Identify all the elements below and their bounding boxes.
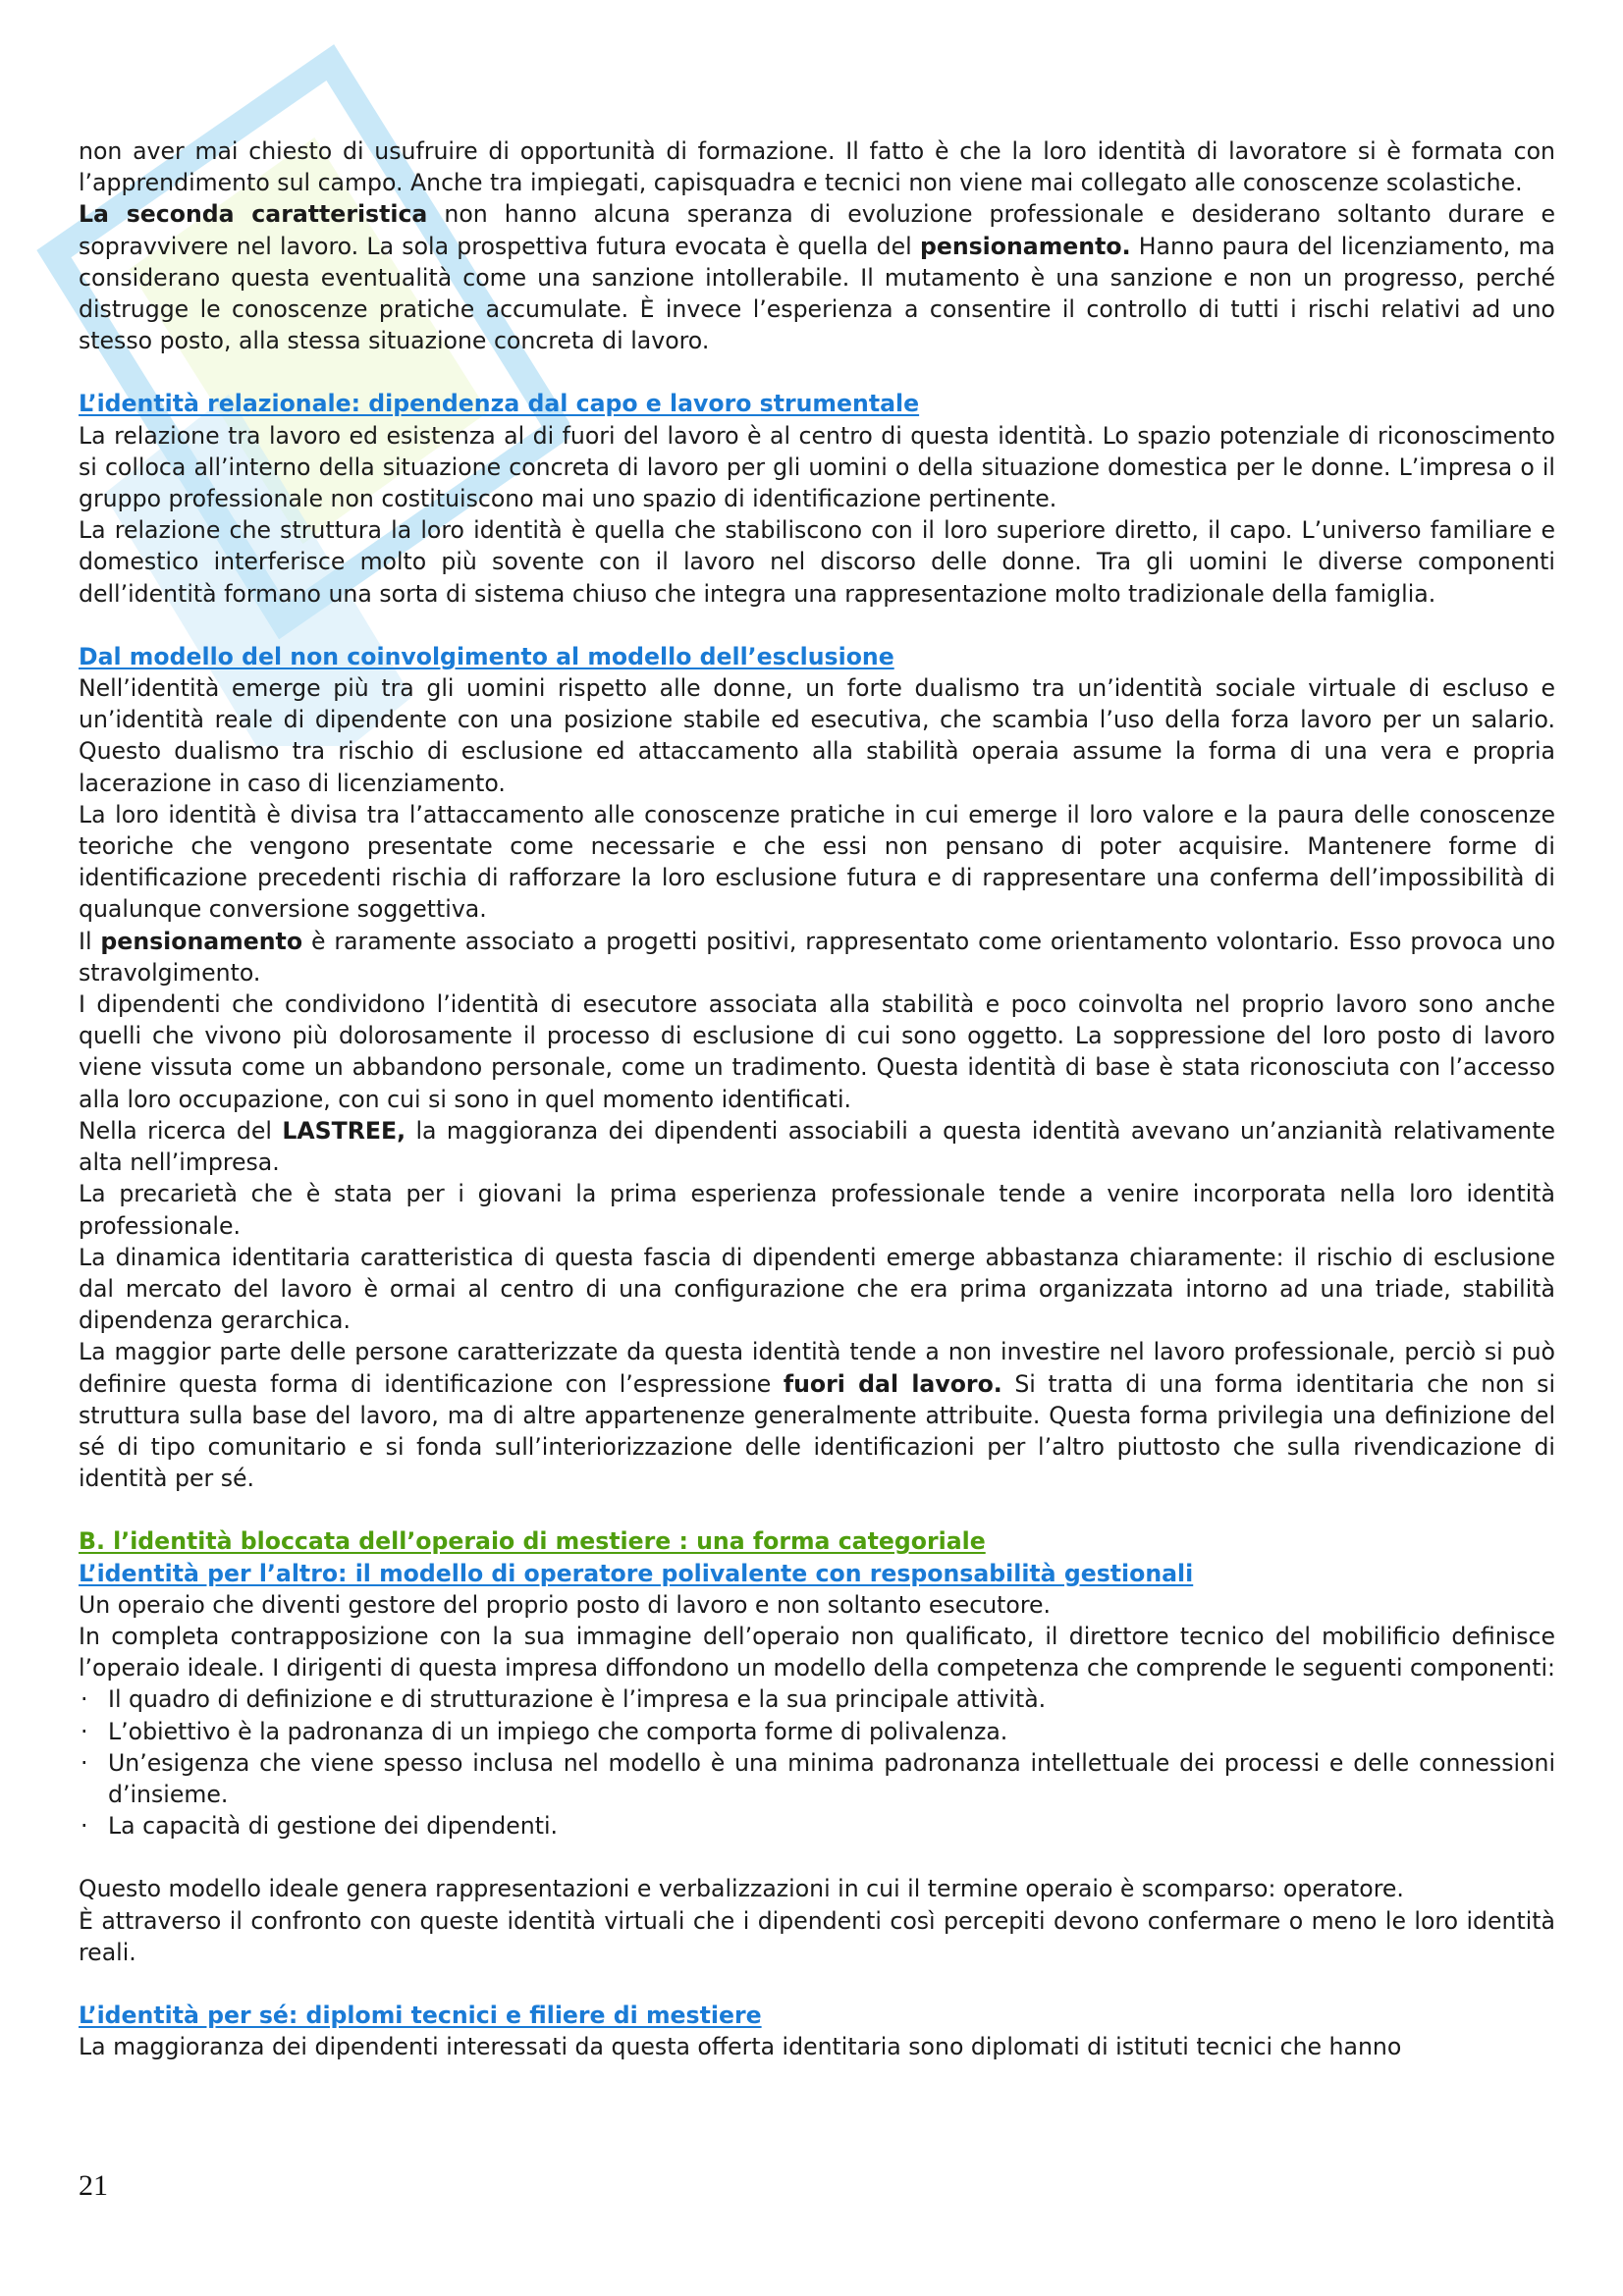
paragraph: [79, 1115, 1555, 1178]
bullet-icon: ·: [81, 1748, 88, 1777]
paragraph-spacer: [79, 1494, 1555, 1525]
paragraph: [79, 1905, 1555, 1968]
bullet-list: [79, 1683, 1555, 1842]
list-item-text: L’obiettivo è la padronanza di un impiego che comporta forme di polivalenza.: [108, 1717, 1008, 1745]
text-run: Il: [79, 927, 101, 955]
paragraph-spacer: [79, 1842, 1555, 1873]
paragraph: [79, 1242, 1555, 1337]
paragraph: [79, 988, 1555, 1115]
section-heading: L’identità relazionale: dipendenza dal capo e lavoro strumentale: [79, 390, 920, 418]
text-run: non hanno alcuna speranza di evoluzione professionale e desiderano soltanto durare e sopravvivere nel lavoro. La sola prospettiva futura evocata è quella del: [79, 200, 1555, 260]
list-item: [79, 1747, 1555, 1810]
text-run: La maggioranza dei dipendenti interessati da questa offerta identitaria sono diplomati di istituti tecnici che hanno: [79, 2033, 1402, 2061]
bold-text: LASTREE,: [282, 1116, 406, 1145]
text-run: Nell’identità emerge più tra gli uomini rispetto alle donne, un forte dualismo tra un’identità sociale virtuale di escluso e un’identità reale di dipendente con una posizione stabile ed esecutiva, che scambia l’uso della forza lavoro per un salario. Questo dualismo tra rischio di esclusione ed attaccamento alla stabilità operaia assume la forma di una vera e propria lacerazione in caso di licenziamento.: [79, 674, 1555, 797]
paragraph-spacer: [79, 610, 1555, 641]
paragraph: [79, 672, 1555, 799]
section-heading: L’identità per sé: diplomi tecnici e filiere di mestiere: [79, 2001, 762, 2029]
paragraph: [79, 799, 1555, 926]
text-run: La dinamica identitaria caratteristica di questa fascia di dipendenti emerge abbastanza chiaramente: il rischio di esclusione dal mercato del lavoro è ormai al centro di una configurazione che era prima organizzata intorno ad una triade, stabilità dipendenza gerarchica.: [79, 1243, 1555, 1335]
text-run: La relazione tra lavoro ed esistenza al di fuori del lavoro è al centro di questa identità. Lo spazio potenziale di riconoscimento si colloca all’interno della situazione concreta di lavoro per gli uomini o della situazione domestica per le donne. L’impresa o il gruppo professionale non costituiscono mai uno spazio di identificazione pertinente.: [79, 421, 1555, 513]
text-run: I dipendenti che condividono l’identità di esecutore associata alla stabilità e poco coinvolta nel proprio lavoro sono anche quelli che vivono più dolorosamente il processo di esclusione di cui sono oggetto. La soppressione del loro posto di lavoro viene vissuta come un abbandono personale, come un tradimento. Questa identità di base è stata riconosciuta con l’accesso alla loro occupazione, con cui si sono in quel momento identificati.: [79, 990, 1555, 1113]
text-run: Nella ricerca del: [79, 1116, 283, 1145]
bold-text: La seconda caratteristica: [79, 200, 428, 229]
page-number: 21: [79, 2169, 108, 2202]
paragraph: [79, 1589, 1555, 1621]
paragraph-spacer: [79, 356, 1555, 388]
list-item: [79, 1683, 1555, 1715]
paragraph: [79, 926, 1555, 988]
bold-text: pensionamento.: [919, 232, 1131, 260]
bullet-icon: ·: [81, 1812, 88, 1841]
paragraph-spacer: [79, 1968, 1555, 2000]
list-item-text: Un’esigenza che viene spesso inclusa nel modello è una minima padronanza intellettuale dei processi e delle connessioni d’insieme.: [108, 1748, 1555, 1808]
paragraph: [79, 2031, 1555, 2062]
bold-text: pensionamento: [100, 927, 303, 955]
paragraph: [79, 1178, 1555, 1241]
text-run: Questo modello ideale genera rappresentazioni e verbalizzazioni in cui il termine operaio è scomparso: operatore.: [79, 1875, 1404, 1903]
text-run: La relazione che struttura la loro identità è quella che stabiliscono con il loro superiore diretto, il capo. L’universo familiare e domestico interferisce molto più sovente con il lavoro nel discorso delle donne. Tra gli uomini le diverse componenti dell’identità formano una sorta di sistema chiuso che integra una rappresentazione molto tradizionale della famiglia.: [79, 516, 1555, 608]
bold-text: fuori dal lavoro.: [783, 1369, 1002, 1398]
bullet-icon: ·: [81, 1717, 88, 1745]
text-run: Un operaio che diventi gestore del proprio posto di lavoro e non soltanto esecutore.: [79, 1590, 1052, 1619]
text-run: La loro identità è divisa tra l’attaccamento alle conoscenze pratiche in cui emerge il loro valore e la paura delle conoscenze teoriche che vengono presentate come necessarie e che essi non pensano di poter acquisire. Mantenere forme di identificazione precedenti rischia di rafforzare la loro esclusione futura e di rappresentare una conferma dell’impossibilità di qualunque conversione soggettiva.: [79, 800, 1555, 924]
text-run: Si tratta di una forma identitaria che non si struttura sulla base del lavoro, ma di altre appartenenze generalmente attribuite. Questa forma privilegia una definizione del sé di tipo comunitario e si fonda sull’interiorizzazione delle identificazioni per l’altro piuttosto che sulla rivendicazione di identità per sé.: [79, 1369, 1555, 1493]
text-run: Hanno paura del licenziamento, ma considerano questa eventualità come una sanzione intollerabile. Il mutamento è una sanzione e non un progresso, perché distrugge le conoscenze pratiche accumulate. È invece l’esperienza a consentire il controllo di tutti i rischi relativi ad uno stesso posto, alla stessa situazione concreta di lavoro.: [79, 232, 1555, 355]
paragraph: [79, 420, 1555, 515]
paragraph: [79, 198, 1555, 356]
paragraph: [79, 514, 1555, 610]
section-heading: L’identità per l’altro: il modello di operatore polivalente con responsabilità gestionali: [79, 1559, 1194, 1587]
list-item-text: La capacità di gestione dei dipendenti.: [108, 1812, 559, 1841]
text-run: La maggior parte delle persone caratterizzate da questa identità tende a non investire nel lavoro professionale, perciò si può definire questa forma di identificazione con l’espressione: [79, 1338, 1555, 1398]
section-heading: Dal modello del non coinvolgimento al modello dell’esclusione: [79, 642, 894, 670]
paragraph: [79, 135, 1555, 198]
document-body: [79, 135, 1555, 2062]
text-run: La precarietà che è stata per i giovani la prima esperienza professionale tende a venire incorporata nella loro identità professionale.: [79, 1180, 1555, 1240]
paragraph: [79, 1336, 1555, 1494]
text-run: In completa contrapposizione con la sua immagine dell’operaio non qualificato, il direttore tecnico del mobilificio definisce l’operaio ideale. I dirigenti di questa impresa diffondono un modello della competenza che comprende le seguenti componenti:: [79, 1622, 1555, 1682]
text-run: la maggioranza dei dipendenti associabili a questa identità avevano un’anzianità relativamente alta nell’impresa.: [79, 1116, 1555, 1177]
list-item: [79, 1716, 1555, 1747]
text-run: È attraverso il confronto con queste identità virtuali che i dipendenti così percepiti devono confermare o meno le loro identità reali.: [79, 1906, 1555, 1966]
paragraph: [79, 1873, 1555, 1904]
bullet-icon: ·: [81, 1685, 88, 1714]
text-run: è raramente associato a progetti positivi, rappresentato come orientamento volontario. Esso provoca uno stravolgimento.: [79, 927, 1555, 987]
list-item-text: Il quadro di definizione e di strutturazione è l’impresa e la sua principale attività.: [108, 1685, 1047, 1714]
paragraph: [79, 1621, 1555, 1683]
chapter-heading: B. l’identità bloccata dell’operaio di mestiere : una forma categoriale: [79, 1527, 986, 1556]
text-run: non aver mai chiesto di usufruire di opportunità di formazione. Il fatto è che la loro identità di lavoratore si è formata con l’apprendimento sul campo. Anche tra impiegati, capisquadra e tecnici non viene mai collegato alle conoscenze scolastiche.: [79, 137, 1555, 197]
list-item: [79, 1810, 1555, 1842]
